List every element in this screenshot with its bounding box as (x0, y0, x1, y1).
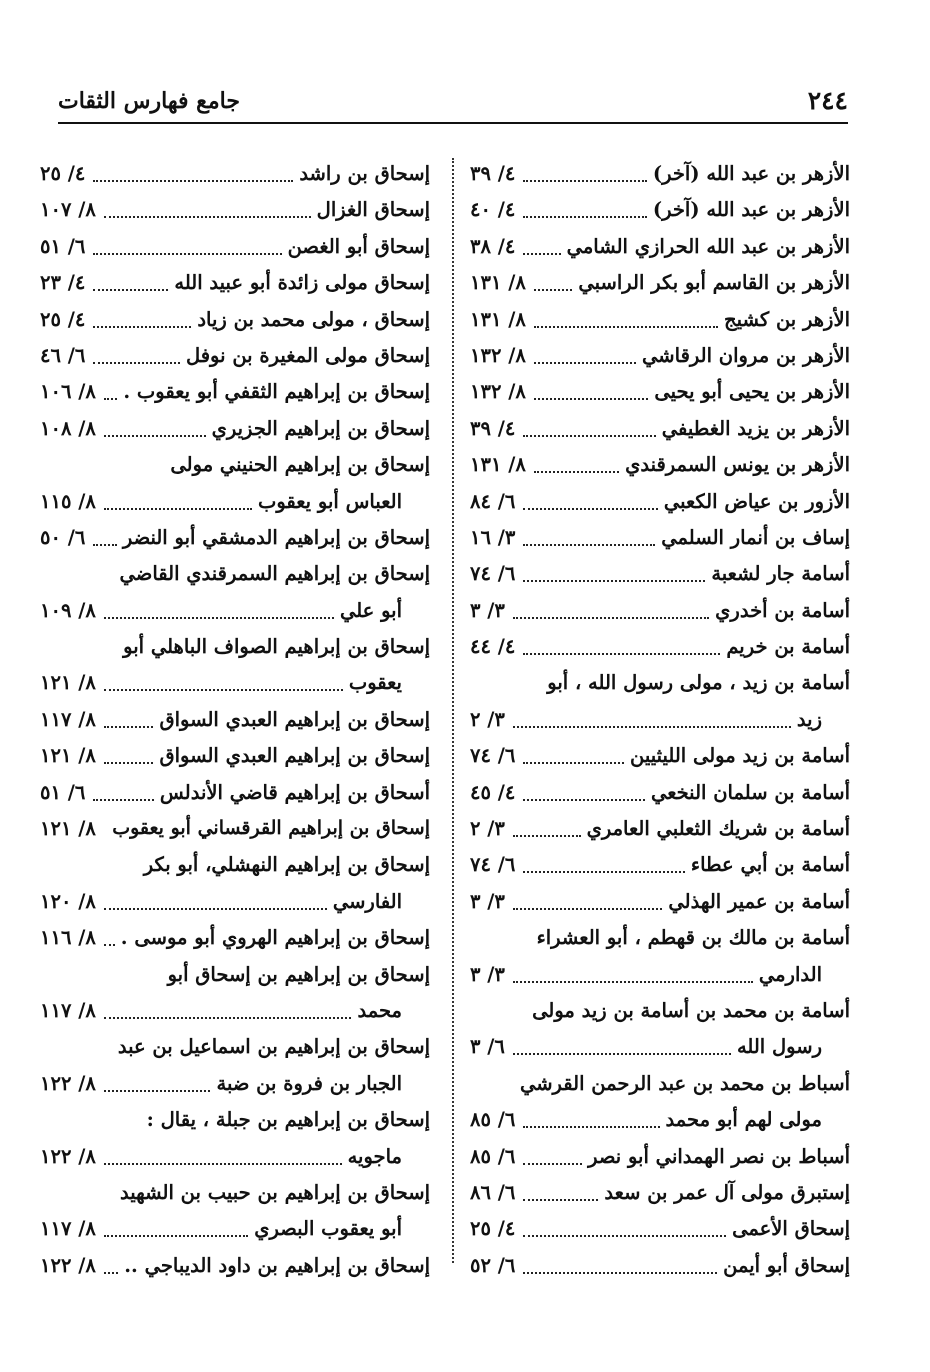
index-entry (470, 922, 850, 958)
entry-reference: ٨/ ١١٦ (40, 926, 96, 950)
entry-reference: ٤/ ٤٤ (470, 635, 516, 659)
entry-name: رسول الله (736, 1035, 822, 1059)
entry-reference: ٨/ ١١٧ (40, 1217, 96, 1241)
index-entry (470, 486, 850, 522)
entry-reference: ٦/ ٨٦ (470, 1180, 516, 1204)
entry-reference: ٣/ ٣ (470, 962, 505, 986)
index-entry (470, 522, 850, 558)
index-entry (470, 1141, 850, 1177)
index-entry (470, 1213, 850, 1249)
index-entry (40, 486, 430, 522)
entry-reference: ٦/ ٧٤ (470, 562, 516, 586)
index-entry (40, 1250, 430, 1286)
entry-reference: ٦/ ٧٤ (470, 853, 516, 877)
index-entry (470, 158, 850, 194)
index-entry (40, 777, 430, 813)
running-title: جامع فهارس الثقات (58, 88, 240, 114)
entry-reference: ٨/ ١٢٢ (40, 1253, 96, 1277)
entry-reference: ٤/ ٤٥ (470, 780, 516, 804)
entry-name: إسحاق ، مولى محمد بن زياد (197, 307, 430, 331)
index-entry (40, 158, 430, 194)
dot-leader (104, 1223, 248, 1237)
entry-name: إسحاق بن إبراهيم الحنيني مولى (170, 453, 430, 477)
dot-leader (534, 459, 619, 473)
dot-leader (523, 423, 656, 437)
entry-reference: ٤/ ٤٠ (470, 198, 516, 222)
index-entry (470, 849, 850, 885)
dot-leader (104, 605, 334, 619)
dot-leader (534, 386, 648, 400)
dot-leader (104, 1005, 351, 1019)
dot-leader (523, 787, 645, 801)
entry-reference: ٤/ ٢٥ (40, 162, 86, 185)
dot-leader (93, 168, 293, 182)
entry-name: إسحاق بن إبراهيم بن اسماعيل بن عبد (117, 1035, 430, 1059)
dot-leader (523, 241, 561, 255)
index-entry (470, 304, 850, 340)
entry-reference: ٨/ ١١٧ (40, 707, 96, 731)
entry-name: يعقوب (348, 671, 402, 695)
entry-name: أبو علي (339, 598, 402, 622)
entry-name: أسامة بن مالك بن قهطم ، أبو العشراء (536, 926, 850, 950)
entry-name: الأزهر بن عبد الله الحرازي الشامي (566, 234, 850, 258)
dot-leader (523, 641, 720, 655)
index-entry (40, 1068, 430, 1104)
entry-reference: ٦/ ٨٥ (470, 1144, 516, 1168)
index-entry (470, 558, 850, 594)
dot-leader (93, 241, 282, 255)
index-entry (470, 1177, 850, 1213)
dot-leader (523, 1223, 726, 1237)
index-entry (40, 959, 430, 995)
dot-leader (534, 277, 572, 291)
entry-reference: ٨/ ١٢٢ (40, 1144, 96, 1168)
entry-reference: ٦/ ٤٦ (40, 343, 86, 367)
entry-name: أسامة بن زيد ، مولى رسول الله ، أبو (547, 671, 850, 695)
entry-name: أسامة بن خريم (726, 635, 850, 659)
index-entry (40, 413, 430, 449)
entry-name: الأزهر بن يونس السمرقندي (625, 453, 850, 477)
entry-reference: ٦/ ٨٤ (470, 489, 516, 513)
entry-name: أسحاق بن إبراهيم قاضي الأندلس (159, 780, 430, 804)
entry-name: أسباط بن محمد بن عبد الرحمن القرشي (519, 1071, 850, 1095)
dot-leader (534, 314, 718, 328)
dot-leader (534, 350, 636, 364)
entry-name: إسحاق مولى المغيرة بن نوفل (185, 343, 430, 367)
dot-leader (104, 896, 327, 910)
index-column-right (470, 158, 850, 1277)
dot-leader (93, 787, 154, 801)
dot-leader (513, 714, 791, 728)
dot-leader (523, 568, 705, 582)
entry-name: أسامة بن زيد مولى الليثيين (629, 744, 850, 768)
index-entry (470, 959, 850, 995)
dot-leader (93, 350, 180, 364)
index-entry (470, 1031, 850, 1067)
entry-name: أسامة بن عمير الهذلي (668, 889, 850, 913)
entry-reference: ٣/ ١٦ (470, 525, 516, 549)
entry-reference: ٤/ ٣٨ (470, 234, 516, 258)
index-entry (40, 704, 430, 740)
index-entry (470, 413, 850, 449)
dot-leader (104, 677, 343, 691)
entry-reference: ٤/ ٢٥ (470, 1217, 516, 1241)
entry-name: إسحاق بن إبراهيم الثقفي أبو يعقوب . (123, 380, 430, 404)
entry-reference: ٦/ ٧٤ (470, 744, 516, 768)
entry-name: إسحاق بن إبراهيم بن جبلة ، يقال : (146, 1108, 430, 1132)
index-entry (470, 595, 850, 631)
entry-name: أبو يعقوب البصري (254, 1217, 402, 1241)
index-entry (470, 667, 850, 703)
index-entry (40, 558, 430, 594)
entry-reference: ٦/ ٥١ (40, 780, 86, 804)
entry-name: الفارسي (332, 889, 402, 913)
page-header (58, 78, 848, 124)
entry-name: أسامة بن أبي عطاء (690, 853, 850, 877)
entry-name: أسباط بن نصر الهمداني أبو نصر (588, 1144, 850, 1168)
dot-leader (523, 1151, 582, 1165)
dot-leader (513, 1041, 731, 1055)
entry-reference: ٦/ ٣ (470, 1035, 505, 1059)
entry-reference: ٨/ ١٢١ (40, 671, 96, 695)
entry-reference: ٨/ ١٣٢ (470, 343, 526, 367)
dot-leader (104, 932, 115, 946)
entry-name: زيد (796, 707, 822, 731)
index-entry (470, 777, 850, 813)
entry-name: الدارمي (758, 962, 822, 986)
index-entry (470, 1104, 850, 1140)
index-entry (40, 740, 430, 776)
entry-reference: ٦/ ٥١ (40, 234, 86, 258)
entry-reference: ٨/ ١٠٨ (40, 416, 96, 440)
entry-name: الأزور بن عياض الكعبي (663, 489, 850, 513)
index-entry (470, 1068, 850, 1104)
entry-name: إسحاق بن إبراهيم بن إسحاق أبو (167, 962, 430, 986)
entry-reference: ٨/ ١٢٠ (40, 889, 96, 913)
entry-reference: ٨/ ١١٧ (40, 998, 96, 1022)
entry-name: إسحاق بن إبراهيم الهروي أبو موسى . (120, 926, 430, 950)
dot-leader (93, 314, 191, 328)
entry-reference: ٨/ ١٣٢ (470, 380, 526, 404)
dot-leader (104, 496, 252, 510)
index-entry (470, 376, 850, 412)
entry-name: أسامة بن سلمان النخعي (650, 780, 850, 804)
index-entry (470, 231, 850, 267)
index-entry (40, 194, 430, 230)
entry-name: الأزهر بن يحيى أبو يحيى (654, 380, 850, 404)
entry-name: ماجويه (347, 1144, 402, 1168)
dot-leader (104, 714, 153, 728)
index-entry (470, 449, 850, 485)
dot-leader (523, 204, 647, 218)
index-entry (40, 1213, 430, 1249)
index-entry (40, 1141, 430, 1177)
entry-name: إسحاق الغزال (316, 198, 430, 222)
entry-name: الأزهر بن مروان الرقاشي (642, 343, 850, 367)
dot-leader (104, 386, 117, 400)
dot-leader (513, 969, 753, 983)
index-entry (40, 631, 430, 667)
entry-name: الأزهر بن عبد الله (آخر) (652, 162, 850, 185)
dot-leader (104, 204, 311, 218)
index-entry (40, 849, 430, 885)
index-entry (40, 667, 430, 703)
dot-leader (104, 423, 206, 437)
entry-name: إسحاق بن إبراهيم العبدي السواق (159, 707, 430, 731)
index-column-left (40, 158, 430, 1277)
index-entry (40, 1104, 430, 1140)
index-entry (470, 1250, 850, 1286)
index-entry (470, 740, 850, 776)
entry-name: أسامة بن أخدري (715, 598, 850, 622)
entry-name: إسحاق بن إبراهيم النهشلي، أبو بكر (143, 853, 430, 877)
entry-name: إسحاق أبو الغصن (287, 234, 430, 258)
index-entry (40, 813, 430, 849)
dot-leader (104, 750, 153, 764)
entry-name: إستبرق مولى آل عمر بن سعد (604, 1180, 850, 1204)
index-entry (470, 340, 850, 376)
dot-leader (523, 1187, 598, 1201)
column-divider (452, 158, 454, 1263)
index-entry (470, 995, 850, 1031)
entry-name: إسحاق بن إبراهيم بن حبيب بن الشهيد (120, 1180, 430, 1204)
dot-leader (523, 1260, 717, 1274)
dot-leader (523, 168, 647, 182)
entry-name: إسحاق بن إبراهيم العبدي السواق (159, 744, 430, 768)
dot-leader (513, 896, 662, 910)
dot-leader (93, 277, 168, 291)
dot-leader (523, 496, 658, 510)
entry-name: إساف بن أنمار السلمي (661, 525, 850, 549)
entry-reference: ٨/ ١٠٧ (40, 198, 96, 222)
index-entry (40, 922, 430, 958)
entry-name: العباس أبو يعقوب (257, 489, 402, 513)
index-entry (40, 340, 430, 376)
entry-name: أسامة بن شريك الثعلبي العامري (586, 817, 850, 841)
entry-reference: ٨/ ١٢٢ (40, 1071, 96, 1095)
entry-name: الأزهر بن عبد الله (آخر) (652, 198, 850, 222)
entry-reference: ٨/ ١٠٩ (40, 598, 96, 622)
entry-reference: ٨/ ١٣١ (470, 271, 526, 295)
entry-name: محمد (357, 998, 402, 1022)
dot-leader (513, 605, 709, 619)
index-entry (470, 704, 850, 740)
dot-leader (523, 1114, 660, 1128)
dot-leader (104, 1078, 210, 1092)
dot-leader (104, 1151, 342, 1165)
entry-reference: ٤/ ٣٩ (470, 162, 516, 185)
entry-reference: ٨/ ١٢١ (40, 817, 96, 841)
index-entry (470, 886, 850, 922)
entry-reference: ٦/ ٨٥ (470, 1108, 516, 1132)
dot-leader (104, 1260, 118, 1274)
index-entry (40, 1177, 430, 1213)
page-number: ٢٤٤ (807, 86, 848, 115)
entry-reference: ٨/ ١١٥ (40, 489, 96, 513)
entry-name: أسامة بن محمد بن أسامة بن زيد مولى (532, 998, 850, 1022)
entry-name: إسحاق بن إبراهيم بن داود الديباجي .. (124, 1253, 430, 1277)
index-entry (470, 267, 850, 303)
index-entry (40, 376, 430, 412)
index-entry (470, 631, 850, 667)
index-entry (40, 522, 430, 558)
entry-reference: ٨/ ١٠٦ (40, 380, 96, 404)
index-entry (40, 886, 430, 922)
index-entry (40, 267, 430, 303)
entry-name: إسحاق بن إبراهيم القرقساني أبو يعقوب (112, 817, 430, 840)
entry-name: إسحاق بن إبراهيم الجزيري (211, 416, 430, 440)
entry-reference: ٤/ ٢٥ (40, 307, 86, 331)
dot-leader (523, 532, 655, 546)
index-entry (40, 995, 430, 1031)
index-entry (470, 813, 850, 849)
index-entry (470, 194, 850, 230)
entry-reference: ٨/ ١٣١ (470, 307, 526, 331)
dot-leader (523, 750, 624, 764)
entry-reference: ٣/ ٣ (470, 889, 505, 913)
entry-reference: ٤/ ٣٩ (470, 416, 516, 440)
entry-name: إسحاق أبو أيمن (723, 1253, 850, 1277)
entry-name: إسحاق الأعمى (732, 1217, 850, 1241)
entry-name: إسحاق بن إبراهيم السمرقندي القاضي (119, 562, 430, 586)
entry-name: الأزهر بن يزيد الغطيفي (661, 416, 850, 440)
entry-name: إسحاق بن إبراهيم الدمشقي أبو النضر (122, 525, 430, 549)
dot-leader (93, 532, 117, 546)
entry-reference: ٣/ ٢ (470, 707, 505, 731)
dot-leader (513, 823, 581, 837)
entry-reference: ٦/ ٥٢ (470, 1253, 516, 1277)
entry-name: الأزهر بن كشيج (724, 307, 850, 331)
entry-name: إسحاق بن إبراهيم الصواف الباهلي أبو (123, 635, 430, 659)
entry-name: الأزهر بن القاسم أبو بكر الراسبي (578, 271, 850, 295)
index-entry (40, 1031, 430, 1067)
index-entry (40, 231, 430, 267)
entry-reference: ٨/ ١٣١ (470, 453, 526, 477)
entry-reference: ٨/ ١٢١ (40, 744, 96, 768)
entry-reference: ٣/ ٣ (470, 598, 505, 622)
entry-name: أسامة جار لشعبة (711, 562, 850, 586)
index-entry (40, 449, 430, 485)
entry-name: مولى لهم أبو محمد (665, 1108, 822, 1132)
entry-reference: ٤/ ٢٣ (40, 271, 86, 295)
index-entry (40, 595, 430, 631)
entry-name: إسحاق بن راشد (299, 162, 430, 185)
entry-name: إسحاق مولى زائدة أبو عبيد الله (174, 271, 430, 295)
entry-reference: ٣/ ٢ (470, 817, 505, 841)
entry-name: الجبار بن فروة بن ضبة (216, 1071, 402, 1095)
entry-reference: ٦/ ٥٠ (40, 525, 86, 549)
index-entry (40, 304, 430, 340)
dot-leader (523, 859, 685, 873)
